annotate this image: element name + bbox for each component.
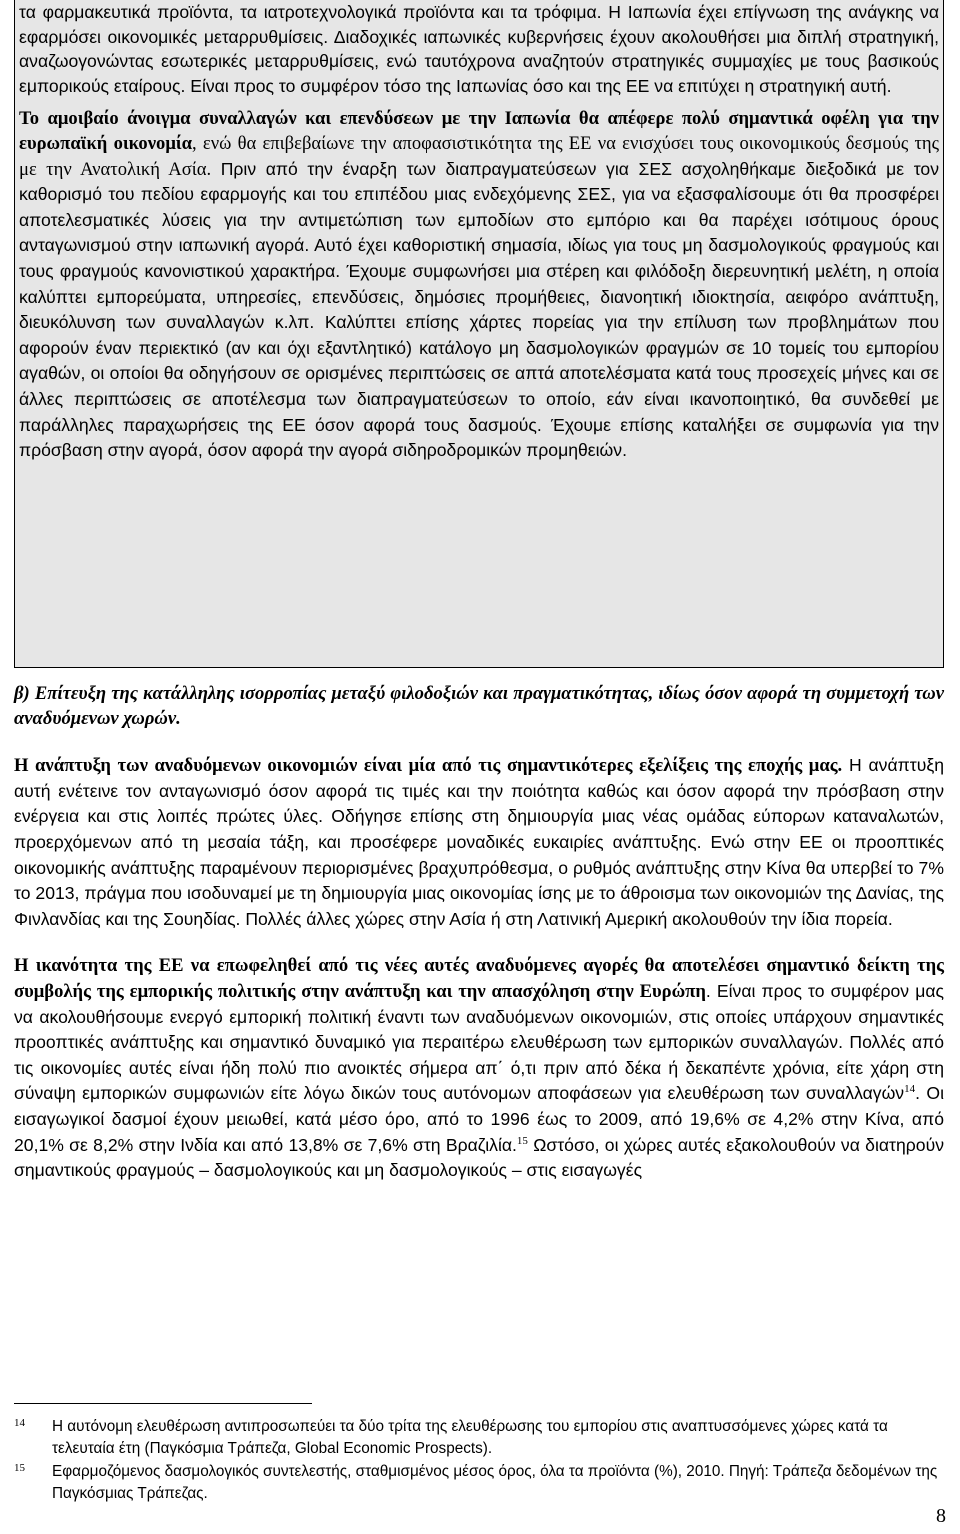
box-paragraph-2-bold: Το αμοιβαίο άνοιγμα συναλλαγών και επενδύσεων με την Ιαπωνία θα απέφερε πολύ σημαντικά οφέλη για την ευρωπαϊκή οικονομία (19, 108, 939, 154)
section-b-heading (14, 682, 944, 731)
paragraph-4-bold: Η ικανότητα της ΕΕ να επωφεληθεί από τις νέες αυτές αναδυόμενες αγορές θα αποτελέσει σημαντικό δείκτη της συμβολής της εμπορικής πολιτικής στην ανάπτυξη και την απασχόληση στην Ευρώπη (14, 955, 944, 1002)
section-b-title: Επίτευξη της κατάλληλης ισορροπίας μεταξύ φιλοδοξιών και πραγματικότητας, ιδίως όσον αφορά τη συμμετοχή των αναδυόμενων χωρών. (14, 683, 944, 729)
footnote-14 (14, 1416, 946, 1460)
paragraph-eu-capacity (14, 954, 944, 1183)
box-paragraph-2-rest: , ενώ θα επιβεβαίωνε την αποφασιστικότητα της ΕΕ να ενισχύσει τους οικονομικούς δεσμούς της με την Ανατολική Ασία. (19, 132, 939, 180)
box-paragraph-2-sans: Πριν από την έναρξη των διαπραγματεύσεων για ΣΕΣ ασχοληθήκαμε διεξοδικά με τον καθορισμό του πεδίου εφαρμογής και του επιπέδου μιας ενδεχόμενης ΣΕΣ, για να εξασφαλίσουμε ότι θα προσφέρει αποτελεσματικές λύσεις για την αντιμετώπιση των εμποδίων στο εμπόριο και θα παρέχει ισότιμους όρους ανταγωνισμού στην ιαπωνική αγορά. Αυτό έχει καθοριστική σημασία, ιδίως για τους μη δασμολογικούς φραγμούς και τους φραγμούς κανονιστικού χαρακτήρα. Έχουμε συμφωνήσει μια στέρεη και φιλόδοξη διερευνητική μελέτη, η οποία καλύπτει εμπορεύματα, υπηρεσίες, επενδύσεις, δημόσιες προμήθειες, διανοητική ιδιοκτησία, αειφόρο ανάπτυξη, διευκόλυνση των συναλλαγών κ.λπ. Καλύπτει επίσης χάρτες πορείας για την επίλυση των προβλημάτων που αφορούν έναν περιεκτικό (αν και όχι εξαντλητικό) κατάλογο μη δασμολογικών φραγμών σε 10 τομείς του εμπορίου αγαθών, οι οποίοι θα οδηγήσουν σε ορισμένες περιπτώσεις σε απτά αποτελέσματα κατά τους προσεχείς μήνες και σε άλλες περιπτώσεις σε αποτέλεσμα των διαπραγματεύσεων το οποίο, εάν είναι ικανοποιητικό, θα συνδεθεί με παράλληλες παραχωρήσεις της ΕΕ όσον αφορά τους δασμούς. Έχουμε επίσης καταλήξει σε συμφωνία για την πρόσβαση στην αγορά, όσον αφορά την αγορά σιδηροδρομικών προμηθειών. (19, 158, 939, 461)
footnote-number: 15 (14, 1462, 25, 1474)
box-paragraph-2 (19, 107, 939, 463)
paragraph-emerging-economies (14, 753, 944, 932)
footnote-divider (14, 1403, 312, 1404)
footnote-number: 14 (14, 1417, 25, 1429)
footnote-15 (14, 1461, 946, 1505)
main-text (14, 682, 944, 1184)
paragraph-4-rest-3: Ωστόσο, οι χώρες αυτές εξακολουθούν να διατηρούν σημαντικούς φραγμούς – δασμολογικούς και μη δασμολογικούς – στις εισαγωγές (14, 1134, 944, 1181)
box-paragraph-1: τα φαρμακευτικά προϊόντα, τα ιατροτεχνολογικά προϊόντα και τα τρόφιμα. Η Ιαπωνία έχει επίγνωση της ανάγκης να εφαρμόσει οικονομικές μεταρρυθμίσεις. Διαδοχικές ιαπωνικές κυβερνήσεις έχουν ακολουθήσει μια διπλή στρατηγική, αναζωογονώντας εσωτερικές μεταρρυθμίσεις, ενώ ταυτόχρονα αναζητούν στρατηγικές συμμαχίες με τους βασικούς εμπορικούς εταίρους. Είναι προς το συμφέρον τόσο της Ιαπωνίας όσο και της ΕΕ να επιτύχει η στρατηγική αυτή. (19, 2, 939, 96)
footnote-text: Εφαρμοζόμενος δασμολογικός συντελεστής, σταθμισμένος μέσος όρος, όλα τα προϊόντα (%), 2010. Πηγή: Τράπεζα δεδομένων της Παγκόσμιας Τράπεζας. (52, 1463, 938, 1502)
paragraph-4-rest-2: . Οι εισαγωγικοί δασμοί έχουν μειωθεί, κατά μέσο όρο, από το 1996 έως το 2009, από 19,6% σε 4,2% στην Κίνα, από 20,1% σε 8,2% στην Ινδία και από 13,8% σε 7,6% στη Βραζιλία. (14, 1083, 944, 1155)
paragraph-3-rest: Η ανάπτυξη αυτή ενέτεινε τον ανταγωνισμό όσον αφορά τις τιμές και την ποιότητα καθώς και όσον αφορά την πρόσβαση στην ενέργεια και στις λοιπές πρώτες ύλες. Οδήγησε επίσης στη δημιουργία μιας νέας ομάδας εύπορων καταναλωτών, προερχόμενων από τη μεσαία τάξη, και προσέφερε μοναδικές ευκαιρίες ανάπτυξης. Ενώ στην ΕΕ οι προοπτικές οικονομικής ανάπτυξης παραμένουν περιορισμένες βραχυπρόθεσμα, ο ρυθμός ανάπτυξης στην Κίνα θα υπερβεί το 7% το 2013, πράγμα που ισοδυναμεί με τη δημιουργία μιας οικονομίας ίσης με το άθροισμα των οικονομιών της Δανίας, της Φινλανδίας και της Σουηδίας. Πολλές άλλες χώρες στην Ασία ή στη Λατινική Αμερική ακολουθούν την ίδια πορεία. (14, 755, 944, 929)
shaded-box (14, 0, 944, 668)
paragraph-4-rest-1: . Είναι προς το συμφέρον μας να ακολουθήσουμε ενεργό εμπορική πολιτική έναντι των αναδυόμενων οικονομιών, στις οποίες υπάρχουν σημαντικές προοπτικές ανάπτυξης και σημαντικό δυναμικό για περαιτέρω ελευθέρωση των εμπορικών συναλλαγών. Πολλές από τις οικονομίες αυτές είναι ήδη πολύ πιο ανοικτές σήμερα απ΄ ό,τι πριν από δέκα ή δεκαπέντε χρόνια, είτε χάρη στη σύναψη εμπορικών συμφωνιών είτε λόγω δικών τους αυτόνομων αποφάσεων για ελευθέρωση των συναλλαγών (14, 980, 945, 1104)
section-b-label: β) (14, 683, 30, 704)
page-number: 8 (936, 1505, 946, 1527)
footnote-text: Η αυτόνομη ελευθέρωση αντιπροσωπεύει τα δύο τρίτα της ελευθέρωσης του εμπορίου στις αναπτυσσόμενες χώρες κατά τα τελευταία έτη (Παγκόσμια Τράπεζα, Global Economic Prospects). (52, 1418, 888, 1457)
paragraph-3-bold: Η ανάπτυξη των αναδυόμενων οικονομιών είναι μία από τις σημαντικότερες εξελίξεις της εποχής μας. (14, 755, 843, 777)
footnote-ref-15[interactable]: 15 (516, 1134, 528, 1147)
footnote-ref-14[interactable]: 14 (904, 1083, 916, 1096)
